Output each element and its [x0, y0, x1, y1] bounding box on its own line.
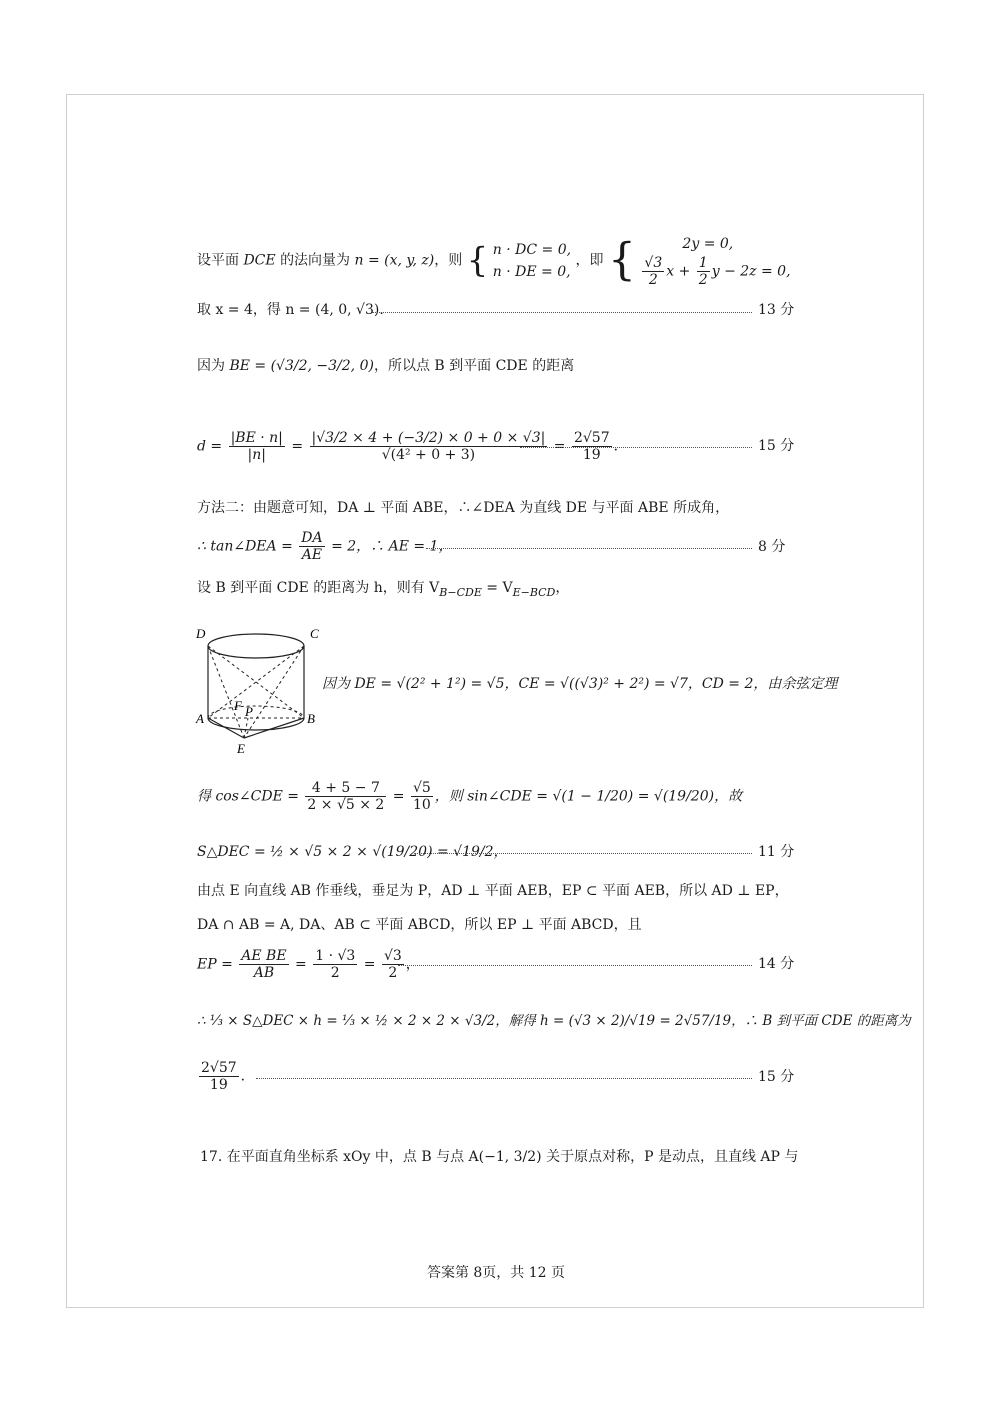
dotted-leader	[426, 548, 752, 549]
cosine-line: 得 cos∠CDE = $\frac{4 + 5 - 7}{2 \times √5 \times 2}$ = $\frac{√5}{10}$ ，则 sin∠CDE = √(1 − 1/20) = √(19/20)，故	[197, 780, 743, 813]
perpendicular-line: 由点 E 向直线 AB 作垂线，垂足为 P，AD ⊥ 平面 AEB，EP ⊂ 平面 AEB，所以 AD ⊥ EP，	[197, 883, 789, 899]
distance-formula: d = $\frac{|BE \cdot n|}{|n|}$ = $\frac{|√3/2 \times 4 + (-3/2) \times 0 + 0 \times √3|}{\text{√(4² + 0 + 3)}}$ = $\frac{2√57}{19}$ ．	[197, 430, 628, 463]
score-15: 15 分	[758, 438, 795, 454]
cylinder-figure	[194, 620, 330, 758]
ep-length-line: EP = $\frac{\text{AE BE}}{AB}$ = $\frac{1 \cdot √3}{2}$ = $\frac{√3}{2}$ ，	[197, 948, 420, 981]
score-11: 11 分	[758, 844, 795, 860]
label-c: C	[310, 626, 319, 641]
label-p: P	[245, 704, 253, 719]
label-a: A	[196, 711, 204, 726]
dotted-leader	[414, 853, 752, 854]
dotted-leader	[256, 1078, 752, 1079]
volume-setup: 设 B 到平面 CDE 的距离为 h，则有 $V_{B-CDE} = V_{E-BCD}$，	[197, 580, 570, 599]
dotted-leader	[520, 447, 752, 448]
score-8: 8 分	[758, 539, 786, 555]
normal-vector-setup: 设平面 DCE 的法向量为 n = (x, y, z)，则 { n · DC = 0, n · DE = 0, ，即 { 2y = 0, $\frac{√3}{2}$ x + $\frac{1}{2}$ y − 2z = 0,	[197, 234, 791, 288]
take-x-value: 取 x = 4，得 n = (4, 0, √3)．	[197, 302, 394, 318]
problem-17: 17. 在平面直角坐标系 xOy 中，点 B 与点 A(−1, 3/2) 关于原点对称，P 是动点，且直线 AP 与	[200, 1149, 799, 1165]
dotted-leader	[372, 312, 752, 313]
method-two-intro: 方法二：由题意可知，DA ⊥ 平面 ABE，∴∠DEA 为直线 DE 与平面 ABE 所成角，	[197, 500, 730, 516]
score-14: 14 分	[758, 956, 795, 972]
area-dec-line: S△DEC = ½ × √5 × 2 × √(19/20) = √19/2，	[197, 844, 508, 860]
score-15-final: 15 分	[758, 1069, 795, 1085]
final-distance: $\frac{2√57}{19}$ ．	[201, 1060, 255, 1093]
tan-line: ∴ tan∠DEA = $\frac{DA}{AE}$ = 2，∴ AE = 1，	[197, 530, 453, 563]
label-f: F	[234, 698, 242, 713]
label-b: B	[307, 711, 315, 726]
label-e: E	[237, 741, 245, 756]
page-footer: 答案第 8页，共 12 页	[426, 1265, 566, 1281]
ep-perpendicular-line: DA ∩ AB = A, DA、AB ⊂ 平面 ABCD，所以 EP ⊥ 平面 ABCD，且	[197, 917, 642, 933]
solve-h-line: ∴ ⅓ × S△DEC × h = ⅓ × ½ × 2 × 2 × √3/2，解得 h = (√3 × 2)/√19 = 2√57/19，∴ B 到平面 CDE 的距离为	[197, 1013, 911, 1029]
score-13: 13 分	[758, 302, 795, 318]
dotted-leader	[398, 965, 752, 966]
label-d: D	[196, 626, 206, 641]
side-lengths-line: 因为 DE = √(2² + 1²) = √5，CE = √((√3)² + 2²) = √7，CD = 2，由余弦定理	[322, 676, 838, 692]
vector-be-line: 因为 BE = (√3/2, −3/2, 0)，所以点 B 到平面 CDE 的距离	[197, 358, 575, 374]
